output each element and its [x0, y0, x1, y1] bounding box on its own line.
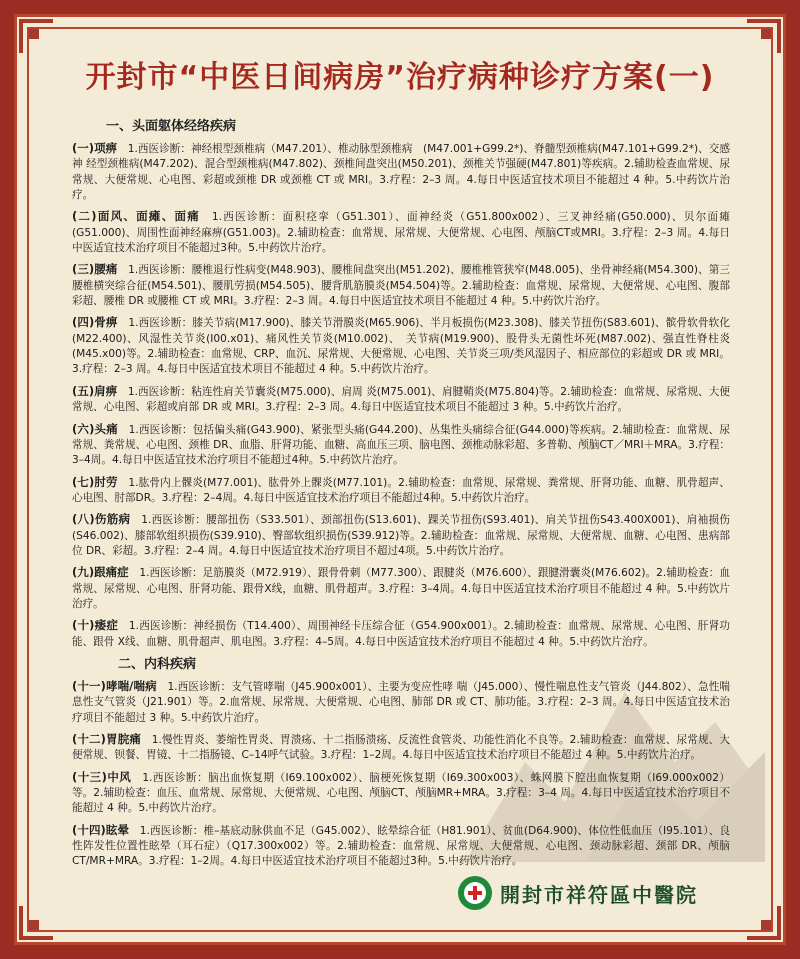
item-body: 1.肱骨内上髁炎(M77.001)、肱骨外上髁炎(M77.101)。2.辅助检查：血常规、尿常规、粪常规、肝肾功能、血糖、肌骨超声、心电图、肘部DR。3.疗程：2–4周。4.每日中医适宜技术治疗项目不能超过4种。5.中药饮片治疗。 — [72, 476, 730, 504]
item-heading: (四)骨痹 — [72, 315, 118, 330]
hospital-logo-icon — [458, 876, 492, 910]
content-body — [72, 118, 741, 876]
item-heading: (二)面风、面瘫、面痛 — [72, 209, 201, 224]
disease-item-stroke — [72, 770, 730, 817]
hospital-footer — [458, 876, 698, 910]
item-body: 1.西医诊断：足筋膜炎（M72.919）、跟骨骨刺（M77.300）、跟腱炎（M76.600）、跟腱滑囊炎(M76.602)。2.辅助检查：血常规、尿常规、心电图、肝肾功能、跟骨X线，血糖、肌骨超声。3.疗程：3–4周。4.每日中医适宜技术治疗项目不能超过 4 种。5.中药饮片治疗。 — [72, 567, 730, 610]
item-body: 1.西医诊断：神经根型颈椎病（M47.201）、椎动脉型颈椎病 (M47.001+G99.2*)、脊髓型颈椎病(M47.101+G99.2*)、交感神 经型颈椎病(M47.202)、混合型颈椎病(M47.802)、颈椎间盘突出(M50.201)、颈椎关节强硬(M47.801)等疾病。2.辅助检查血常规、尿常规、大便常规、心电图、彩超或颈椎 DR 或颈椎 CT 或 MRI。3.疗程：2–3 周。4.每日中医适宜技术项目不能超过 4 种。5.中药饮片治疗。 — [72, 143, 731, 202]
section-heading-head-body: 一、头面躯体经络疾病 — [106, 119, 237, 134]
item-heading: (十四)眩晕 — [72, 822, 130, 837]
disease-item-bone — [72, 315, 741, 377]
disease-item-asthma — [72, 679, 730, 726]
item-heading: (三)腰痛 — [72, 262, 118, 277]
item-body: 1.西医诊断：神经损伤（T14.400）、周围神经卡压综合征（G54.900x001）。2.辅助检查：血常规、尿常规、心电图、肝肾功能、跟骨 X线、血糖、肌骨超声、肌电图。3.疗程：4–5周。4.每日中医适宜技术治疗项目不能超过 4 种。5.中药饮片治疗。 — [72, 620, 731, 648]
item-heading: (十三)中风 — [72, 769, 132, 784]
disease-item-face — [72, 209, 730, 256]
item-body: 1.西医诊断：面积痉挛（G51.301）、面神经炎（G51.800x002）、三叉神经痛(G50.000)、贝尔面瘫(G51.000)、周围性面神经麻痹(G51.003)。2.辅助检查：血常规、尿常规、大便常规、心电图、颅脑CT或MRI。3.疗程：2–3 周。4.每日中医适宜技术治疗项目不能超过3种。5.中药饮片治疗。 — [72, 211, 731, 255]
item-body: 1.西医诊断：脑出血恢复期（I69.100x002）、脑梗死恢复期（I69.300x003）、蛛网膜下腔出血恢复期（I69.000x002）等。2.辅助检查：血压、血常规、尿常规、大便常规、心电图、颅脑CT、颅脑MR+MRA。3.疗程：3–4 周。4.每日中医适宜技术治疗项目不能超过 4 种。5.中药饮片治疗。 — [72, 771, 731, 815]
disease-item-heel — [72, 565, 730, 612]
disease-item-vertigo — [72, 823, 730, 870]
item-heading: (六)头痛 — [72, 421, 118, 436]
item-body: 1.西医诊断：膝关节病(M17.900)、膝关节滑膜炎(M65.906)、半月板损伤(M23.308)、膝关节扭伤(S83.601)、髌骨软骨软化 (M22.400)、风湿性关节炎(I00.x01)、痛风性关节炎(M10.002)、 关节病(M19.900)、股骨头无菌性坏死(M87.002)、强直性脊柱炎(M45.x00)等。2.辅助检查：血常规、CRP、血沉、尿常规、大便常规、心电图、关节炎三项/类风湿因子、相应部位的彩超或 DR 或 MRI。3.疗程：2–3 周。4.每日中医适宜技术项目不能超过 4 种。5.中药饮片治疗。 — [72, 317, 741, 376]
item-body: 1.西医诊断：粘连性肩关节囊炎(M75.000)、肩周 炎(M75.001)、肩腱鞘炎(M75.804)等。2.辅助检查：血常规、尿常规、大便常规、心电图、彩超或肩部 DR 或 MRI。3.疗程：2–3 周。4.每日中医适宜技术项目不能超过 3 种。5.中药饮片治疗。 — [72, 385, 730, 414]
item-heading: (十二)胃脘痛 — [72, 732, 141, 746]
corner-ornament-bottom-left — [19, 906, 53, 940]
corner-ornament-top-right — [747, 19, 781, 53]
item-body: 1.西医诊断：椎–基底动脉供血不足（G45.002）、眩晕综合征（H81.901）、贫血(D64.900)、体位性低血压（I95.101）、良性阵发性位置性眩晕（耳石症）（Q17.300x002）等。2.辅助检查：血常规、尿常规、大便常规、心电图、颈动脉彩超、颈部 DR、颅脑 CT/MR+MRA。3.疗程：1–2周。4.每日中医适宜技术治疗项目不能超过3种。5.中药饮片治疗。 — [72, 824, 731, 868]
disease-item-back — [72, 262, 730, 309]
item-heading: (一)项痹 — [72, 141, 118, 155]
corner-ornament-bottom-right — [747, 906, 781, 940]
disease-item-neck — [72, 141, 730, 203]
item-heading: (八)伤筋病 — [72, 512, 131, 527]
item-heading: (十一)哮喘/喘病 — [72, 678, 157, 693]
section-heading-internal: 二、内科疾病 — [118, 656, 197, 672]
disease-item-sprain — [72, 512, 730, 559]
item-body: 1.西医诊断：支气管哮喘（J45.900x001）、主要为变应性哮 喘（J45.000）、慢性喘息性支气管炎（J44.802）、急性喘息性支气管炎（J21.901）等。2.血常规、尿常规、大便常规、心电图、肺部 DR 或 CT、肺功能。3.疗程：2–3 周。4.每日中医适宜技术治疗项目不能超过 3 种。5.中药饮片治疗。 — [72, 680, 731, 724]
disease-item-atrophy — [72, 618, 730, 650]
item-heading: (九)跟痛症 — [72, 565, 129, 580]
item-body: 1.西医诊断：腰部扭伤（S33.501）、颈部扭伤(S13.601)、踝关节扭伤(S93.401)、肩关节扭伤S43.400X001)、肩袖损伤(S46.002)、膝部软组织损伤(S39.910)、臀部软组织损伤(S39.912)等。2.辅助检查：血常规、尿常规、大便常规、血糖、心电图、患病部位 DR、彩超。3.疗程：2–4 周。4.每日中医适宜技术治疗项目不超过4项。5.中药饮片治疗。 — [72, 514, 731, 557]
item-body: 1.西医诊断：包括偏头痛(G43.900)、紧张型头痛(G44.200)、丛集性头痛综合征(G44.000)等疾病。2.辅助检查：血常规、尿常规、粪常规、心电图、颈椎 DR、血脂、肝肾功能、血糖、高血压三项、脑电图、颈椎动脉彩超、多普勒、颅脑CT／MRI＋MRA。3.疗程：3–4周。4.每日中医适宜技术治疗项目不能超过4种。5.中药饮片治疗。 — [72, 423, 731, 467]
corner-ornament-top-left — [19, 19, 53, 53]
item-heading: (五)肩痹 — [72, 383, 118, 398]
item-heading: (十)痿症 — [72, 618, 119, 633]
item-body: 1.慢性胃炎、萎缩性胃炎、胃溃疡、十二指肠溃疡、反流性食管炎、功能性消化不良等。2.辅助检查：血常规、尿常规、大便常规、钡餐、胃镜、十二指肠镜、C–14呼气试验。3.疗程：1–2周。4.每日中医适宜技术治疗项目不能超过 4 种。5.中药饮片治疗。 — [72, 734, 730, 762]
disease-item-stomach — [72, 732, 730, 764]
item-heading: (七)肘劳 — [72, 474, 118, 489]
hospital-name: 開封市祥符區中醫院 — [500, 882, 698, 907]
disease-item-headache — [72, 422, 730, 469]
item-body: 1.西医诊断：腰椎退行性病变(M48.903)、腰椎间盘突出(M51.202)、腰椎椎管狭窄(M48.005)、坐骨神经痛(M54.300)、第三腰椎横突综合征(M54.501)、腰肌劳损(M54.505)、腰背肌筋膜炎(M54.504)等。2.辅助检查：血常规、尿常规、大便常规、心电图、腹部彩超、腰椎 DR 或腰椎 CT 或 MRI。3.疗程：2–3 周。4.每日中医适宜技术项目不能超过 4 种。5.中药饮片治疗。 — [72, 264, 731, 308]
page-title: 开封市“中医日间病房”治疗病种诊疗方案(一) — [85, 60, 715, 95]
disease-item-elbow — [72, 475, 730, 507]
disease-item-shoulder — [72, 384, 730, 416]
